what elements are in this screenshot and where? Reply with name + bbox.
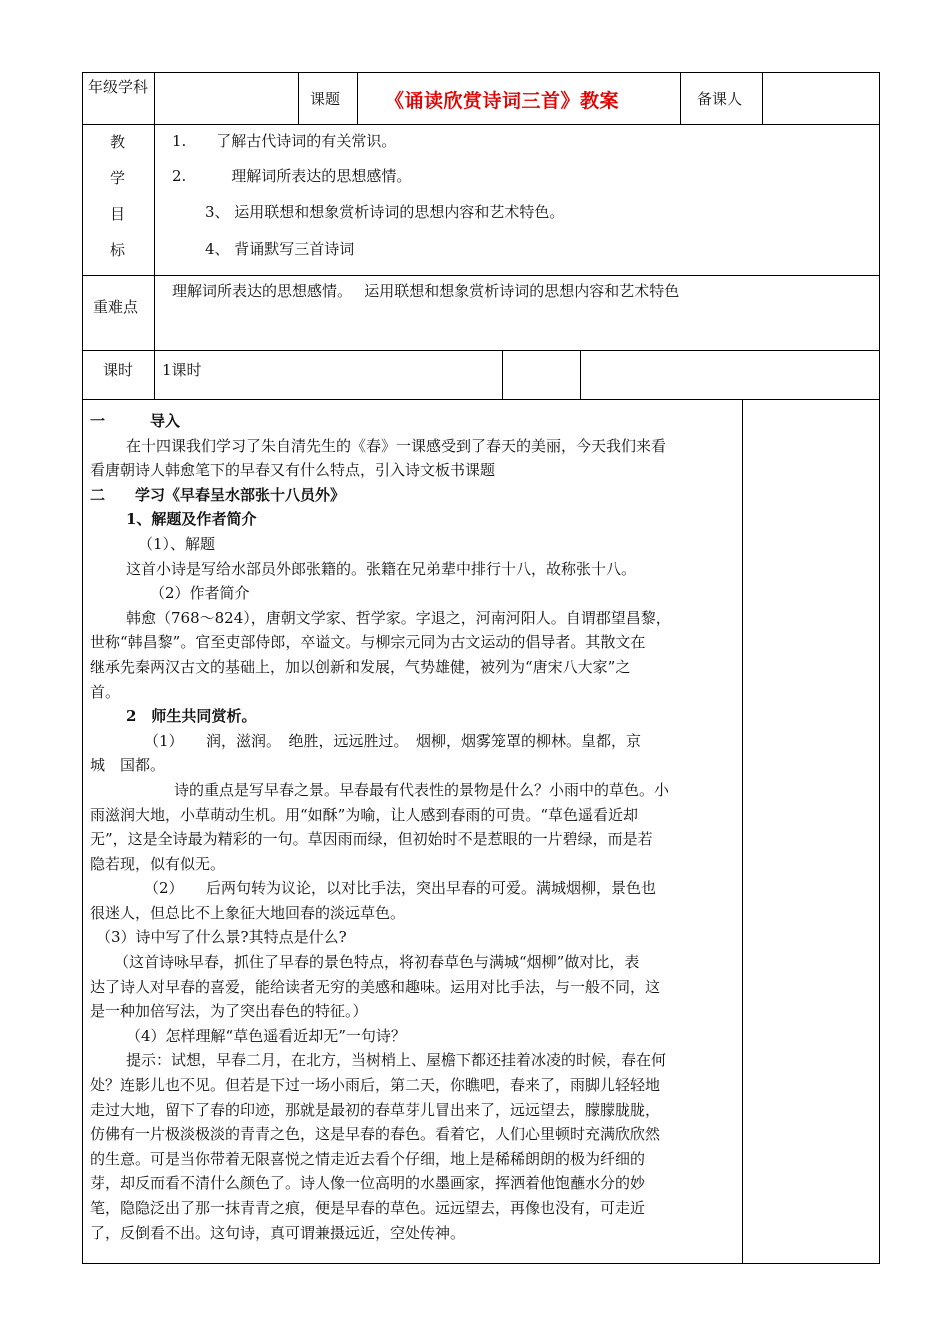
body-line: 芽，却反而看不清什么颜色了。诗人像一位高明的水墨画家，挥洒着他饱蘸水分的妙 bbox=[90, 1174, 646, 1193]
body-line: （3）诗中写了什么景?其特点是什么? bbox=[96, 928, 347, 947]
body-line: 是一种加倍写法，为了突出春色的特征。） bbox=[90, 1002, 368, 1021]
table-row-divider bbox=[82, 399, 880, 400]
body-line: 提示：试想，早春二月，在北方，当树梢上、屋檐下都还挂着冰凌的时候，春在何 bbox=[126, 1051, 667, 1070]
body-line: 达了诗人对早春的喜爱，能给读者无穷的美感和趣味。运用对比手法，与一般不同，这 bbox=[90, 977, 661, 996]
table-border-bottom bbox=[82, 1263, 880, 1264]
body-line: （2） 后两句转为议论，以对比手法，突出早春的可爱。满城烟柳，景色也 bbox=[144, 879, 657, 898]
body-line: 处？连影儿也不见。但若是下过一场小雨后，第二天，你瞧吧，春来了，雨脚儿轻轻地 bbox=[90, 1076, 661, 1095]
table-col-divider bbox=[154, 72, 155, 124]
topic-label: 课题 bbox=[310, 90, 341, 108]
body-line: 诗的重点是写早春之景。早春最有代表性的景物是什么？小雨中的草色。小 bbox=[174, 780, 670, 799]
table-border-left bbox=[82, 72, 83, 1264]
body-line: （这首诗咏早春，抓住了早春的景色特点，将初春草色与满城“烟柳”做对比，表 bbox=[114, 953, 640, 972]
grade-subject-label: 年级学科 bbox=[88, 78, 149, 96]
body-line: 在十四课我们学习了朱自清先生的《春》一课感受到了春天的美丽，今天我们来看 bbox=[126, 436, 667, 455]
body-line: （2）作者简介 bbox=[150, 584, 250, 603]
body-line: 首。 bbox=[90, 682, 121, 701]
table-row-divider bbox=[82, 275, 880, 276]
body-line: 世称“韩昌黎”。官至吏部侍郎，卒谥文。与柳宗元同为古文运动的倡导者。其散文在 bbox=[90, 633, 646, 652]
body-line: 无”，这是全诗最为精彩的一句。草因雨而绿，但初始时不是惹眼的一片碧绿，而是若 bbox=[90, 830, 653, 849]
body-line: 韩愈（768～824），唐朝文学家、哲学家。字退之，河南河阳人。自谓郡望昌黎， bbox=[126, 608, 671, 627]
body-line: 笔，隐隐泛出了那一抹青青之痕，便是早春的草色。远远望去，再像也没有，可走近 bbox=[90, 1199, 646, 1217]
table-border-top bbox=[82, 72, 880, 73]
body-line: 隐若现，似有似无。 bbox=[90, 854, 226, 873]
key-points-label: 重难点 bbox=[93, 298, 139, 316]
table-col-divider bbox=[357, 72, 358, 124]
body-line: 仿佛有一片极淡极淡的青青之色，这是早春的春色。看着它，人们心里顿时充满欣欣然 bbox=[90, 1125, 661, 1144]
body-line: （4）怎样理解“草色遥看近却无”一句诗？ bbox=[126, 1026, 406, 1045]
table-row-divider bbox=[82, 350, 880, 351]
class-hours-label: 课时 bbox=[103, 361, 134, 379]
objective-item: 1. 了解古代诗词的有关常识。 bbox=[172, 132, 397, 150]
table-col-divider bbox=[154, 124, 155, 400]
table-col-divider bbox=[742, 399, 743, 1264]
objectives-label-char: 教 bbox=[110, 133, 126, 151]
page-title: 《诵读欣赏诗词三首》教案 bbox=[385, 90, 620, 112]
body-line: 城 国都。 bbox=[90, 756, 166, 775]
preparer-label: 备课人 bbox=[697, 90, 743, 108]
key-points-text: 理解词所表达的思想感情。 运用联想和想象赏析诗词的思想内容和艺术特色 bbox=[172, 282, 680, 300]
body-line: （1） 润，滋润。 绝胜，远远胜过。 烟柳，烟雾笼罩的柳林。皇都，京 bbox=[144, 731, 642, 750]
body-line: 1、解题及作者简介 bbox=[126, 510, 257, 529]
table-col-divider bbox=[580, 350, 581, 400]
body-line: 一 导入 bbox=[90, 412, 181, 430]
body-line: （1）、解题 bbox=[138, 534, 216, 553]
body-line: 很迷人，但总比不上象征大地回春的淡远草色。 bbox=[90, 903, 406, 922]
table-col-divider bbox=[762, 72, 763, 124]
body-line: 雨滋润大地，小草萌动生机。用“如酥”为喻，让人感到春雨的可贵。“草色遥看近却 bbox=[90, 805, 639, 824]
objective-item: 2. 理解词所表达的思想感情。 bbox=[172, 167, 412, 185]
objectives-label-char: 标 bbox=[110, 241, 126, 259]
body-line: 看唐朝诗人韩愈笔下的早春又有什么特点，引入诗文板书课题 bbox=[90, 461, 496, 480]
table-row-divider bbox=[82, 124, 880, 125]
objective-item: 4、 背诵默写三首诗词 bbox=[205, 240, 355, 258]
body-line: 2 师生共同赏析。 bbox=[126, 707, 257, 726]
body-line: 的生意。可是当你带着无限喜悦之情走近去看个仔细，地上是稀稀朗朗的极为纤细的 bbox=[90, 1149, 646, 1168]
table-border-right bbox=[879, 72, 880, 1264]
table-col-divider bbox=[298, 72, 299, 124]
body-line: 这首小诗是写给水部员外郎张籍的。张籍在兄弟辈中排行十八，故称张十八。 bbox=[126, 559, 637, 578]
table-col-divider bbox=[680, 72, 681, 124]
objectives-label-char: 目 bbox=[110, 205, 126, 223]
body-line: 走过大地，留下了春的印迹，那就是最初的春草芽儿冒出来了，远远望去，朦朦胧胧， bbox=[90, 1100, 661, 1119]
body-line: 了，反倒看不出。这句诗，真可谓兼摄远近，空处传神。 bbox=[90, 1223, 466, 1242]
lesson-body bbox=[90, 409, 730, 1245]
body-line: 二 学习《早春呈水部张十八员外》 bbox=[90, 485, 346, 504]
objectives-label-char: 学 bbox=[110, 169, 126, 187]
class-hours-value: 1课时 bbox=[162, 361, 202, 379]
objective-item: 3、 运用联想和想象赏析诗词的思想内容和艺术特色。 bbox=[205, 203, 565, 221]
body-line: 继承先秦两汉古文的基础上，加以创新和发展，气势雄健，被列为“唐宋八大家”之 bbox=[90, 657, 631, 676]
table-col-divider bbox=[502, 350, 503, 400]
